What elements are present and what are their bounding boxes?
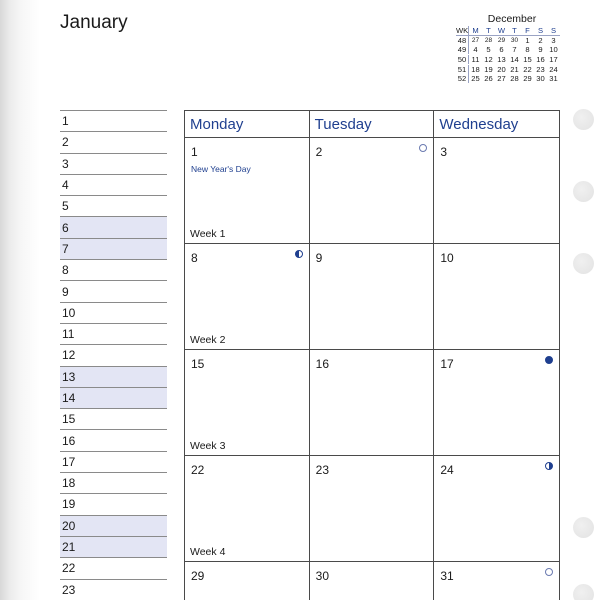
- hour-row[interactable]: 15: [60, 409, 167, 430]
- month-title: January: [60, 12, 128, 33]
- mini-calendar-day: 13: [497, 55, 506, 65]
- day-header-wednesday: Wednesday: [439, 116, 519, 133]
- date-number: 2: [315, 145, 323, 159]
- day-cell[interactable]: [434, 456, 559, 561]
- day-cell[interactable]: [434, 562, 559, 600]
- date-number: 22: [191, 463, 205, 477]
- mini-calendar-weeks: [456, 36, 560, 84]
- mini-calendar-week: [456, 64, 560, 74]
- mini-calendar-day: 27: [471, 36, 480, 44]
- mini-calendar-day: 9: [538, 45, 543, 55]
- day-cell[interactable]: [310, 456, 435, 561]
- mini-calendar-day: 30: [536, 74, 545, 84]
- mini-calendar-day: 16: [536, 55, 545, 65]
- hour-row[interactable]: 4: [60, 175, 167, 196]
- mini-calendar-week: [456, 36, 560, 46]
- day-cell[interactable]: [434, 244, 559, 349]
- mini-calendar-day: 19: [484, 64, 493, 74]
- hour-row[interactable]: 7: [60, 239, 167, 260]
- hour-row[interactable]: 12: [60, 345, 167, 366]
- mini-calendar-week-number: 50: [456, 55, 469, 64]
- mini-calendar-day: 1: [525, 35, 530, 45]
- week-row: [185, 350, 559, 456]
- day-cell[interactable]: [310, 562, 435, 600]
- hour-row[interactable]: 21: [60, 537, 167, 558]
- date-number: 17: [440, 357, 454, 371]
- mini-calendar-week-number: 52: [456, 74, 469, 83]
- mini-calendar-day: 28: [510, 74, 519, 84]
- hour-row[interactable]: 9: [60, 281, 167, 302]
- hour-row[interactable]: 11: [60, 324, 167, 345]
- date-number: 29: [191, 569, 205, 583]
- holiday-label: New Year's Day: [191, 164, 251, 174]
- calendar-body: [185, 138, 559, 600]
- hour-row[interactable]: 13: [60, 367, 167, 388]
- mini-calendar-title: December: [487, 13, 537, 25]
- hour-row[interactable]: 6: [60, 217, 167, 238]
- hour-row[interactable]: 1: [60, 111, 167, 132]
- week-label: Week 3: [190, 440, 226, 452]
- mini-calendar-day: 24: [549, 64, 558, 74]
- punch-hole: [573, 253, 594, 274]
- mini-calendar-day: 27: [497, 74, 506, 84]
- mini-calendar-day: 7: [512, 45, 517, 55]
- day-cell[interactable]: [185, 456, 310, 561]
- hour-row[interactable]: 10: [60, 303, 167, 324]
- mini-calendar-day: 15: [523, 55, 532, 65]
- day-cell[interactable]: [185, 562, 310, 600]
- moon-phase-full-icon: [419, 144, 427, 152]
- hour-row[interactable]: 14: [60, 388, 167, 409]
- mini-calendar-header-cell: W: [497, 25, 506, 35]
- mini-calendar-day: 4: [473, 45, 478, 55]
- moon-phase-full-icon: [545, 568, 553, 576]
- mini-calendar-header-cell: F: [525, 25, 530, 35]
- binding-edge: [0, 0, 40, 600]
- mini-calendar-week-number: 51: [456, 65, 469, 74]
- mini-calendar-day: 20: [497, 64, 506, 74]
- date-number: 24: [440, 463, 454, 477]
- hour-row[interactable]: 17: [60, 452, 167, 473]
- punch-hole: [573, 584, 594, 600]
- day-cell[interactable]: [434, 350, 559, 455]
- moon-phase-new-icon: [545, 356, 553, 364]
- mini-calendar-week: [456, 74, 560, 84]
- week-row: [185, 244, 559, 350]
- week-label: Week 4: [190, 546, 226, 558]
- hour-row[interactable]: 18: [60, 473, 167, 494]
- date-number: 31: [440, 569, 454, 583]
- hour-row[interactable]: 20: [60, 516, 167, 537]
- mini-calendar-day: 28: [484, 36, 493, 44]
- mini-calendar-header-cell: WK: [456, 25, 469, 35]
- mini-calendar-header-cell: S: [537, 25, 544, 35]
- mini-calendar-header-cell: T: [486, 25, 491, 35]
- mini-calendar-day: 22: [523, 64, 532, 74]
- week-calendar-grid: [184, 110, 560, 600]
- date-number: 15: [191, 357, 205, 371]
- mini-calendar-day: 29: [523, 74, 532, 84]
- hour-row[interactable]: 16: [60, 430, 167, 451]
- day-cell[interactable]: [185, 138, 310, 243]
- date-number: 30: [315, 569, 330, 583]
- hour-list: [60, 110, 167, 600]
- day-cell[interactable]: [310, 350, 435, 455]
- moon-phase-first-icon: [545, 462, 553, 470]
- date-number: 10: [440, 251, 454, 265]
- date-number: 3: [440, 145, 448, 159]
- mini-calendar-week: [456, 55, 560, 65]
- mini-calendar-day: 2: [538, 35, 543, 45]
- day-cell[interactable]: [310, 244, 435, 349]
- hour-row[interactable]: 19: [60, 494, 167, 515]
- mini-calendar-day: 26: [484, 74, 493, 84]
- week-label: Week 1: [190, 228, 226, 240]
- mini-calendar-day: 11: [471, 55, 480, 65]
- date-number: 23: [315, 463, 330, 477]
- mini-calendar-week: [456, 45, 560, 55]
- mini-calendar-day: 5: [486, 45, 491, 55]
- mini-calendar-day: 10: [549, 45, 558, 55]
- mini-calendar-day: 31: [549, 74, 558, 84]
- mini-calendar-week-number: 48: [456, 36, 469, 45]
- hour-row[interactable]: 2: [60, 132, 167, 153]
- mini-calendar-day: 29: [497, 36, 506, 44]
- moon-phase-last-icon: [295, 250, 303, 258]
- week-label: Week 2: [190, 334, 226, 346]
- mini-calendar-header: [456, 26, 560, 36]
- mini-calendar-day: 23: [536, 64, 545, 74]
- mini-calendar-day: 6: [499, 45, 504, 55]
- mini-calendar-week-number: 49: [456, 45, 469, 54]
- hour-row[interactable]: 22: [60, 558, 167, 579]
- mini-calendar-day: 25: [471, 74, 480, 84]
- date-number: 8: [191, 251, 198, 265]
- hour-row[interactable]: 23: [60, 580, 167, 600]
- mini-calendar-header-cell: M: [472, 25, 479, 35]
- hour-row[interactable]: 5: [60, 196, 167, 217]
- date-number: 1: [191, 145, 198, 159]
- punch-hole: [573, 517, 594, 538]
- day-header-monday: Monday: [185, 111, 310, 137]
- hour-row[interactable]: 3: [60, 154, 167, 175]
- hour-row[interactable]: 8: [60, 260, 167, 281]
- mini-calendar-day: 17: [549, 55, 558, 65]
- mini-calendar: [456, 13, 560, 84]
- week-row: [185, 562, 559, 600]
- mini-calendar-day: 3: [551, 35, 556, 45]
- mini-calendar-day: 14: [510, 55, 519, 65]
- mini-calendar-day: 30: [510, 36, 519, 44]
- date-number: 9: [315, 251, 323, 265]
- week-row: [185, 456, 559, 562]
- punch-hole: [573, 109, 594, 130]
- punch-hole: [573, 181, 594, 202]
- day-header-tuesday: Tuesday: [310, 111, 435, 137]
- mini-calendar-header-cell: S: [550, 25, 557, 35]
- mini-calendar-header-cell: T: [512, 25, 517, 35]
- mini-calendar-day: 18: [471, 64, 480, 74]
- day-cell[interactable]: [434, 138, 559, 243]
- date-number: 16: [315, 357, 330, 371]
- day-header-row: [185, 111, 559, 138]
- week-row: [185, 138, 559, 244]
- day-cell[interactable]: [185, 350, 310, 455]
- day-cell[interactable]: [185, 244, 310, 349]
- mini-calendar-day: 21: [510, 64, 519, 74]
- day-cell[interactable]: [310, 138, 435, 243]
- mini-calendar-day: 8: [525, 45, 530, 55]
- mini-calendar-day: 12: [484, 55, 493, 65]
